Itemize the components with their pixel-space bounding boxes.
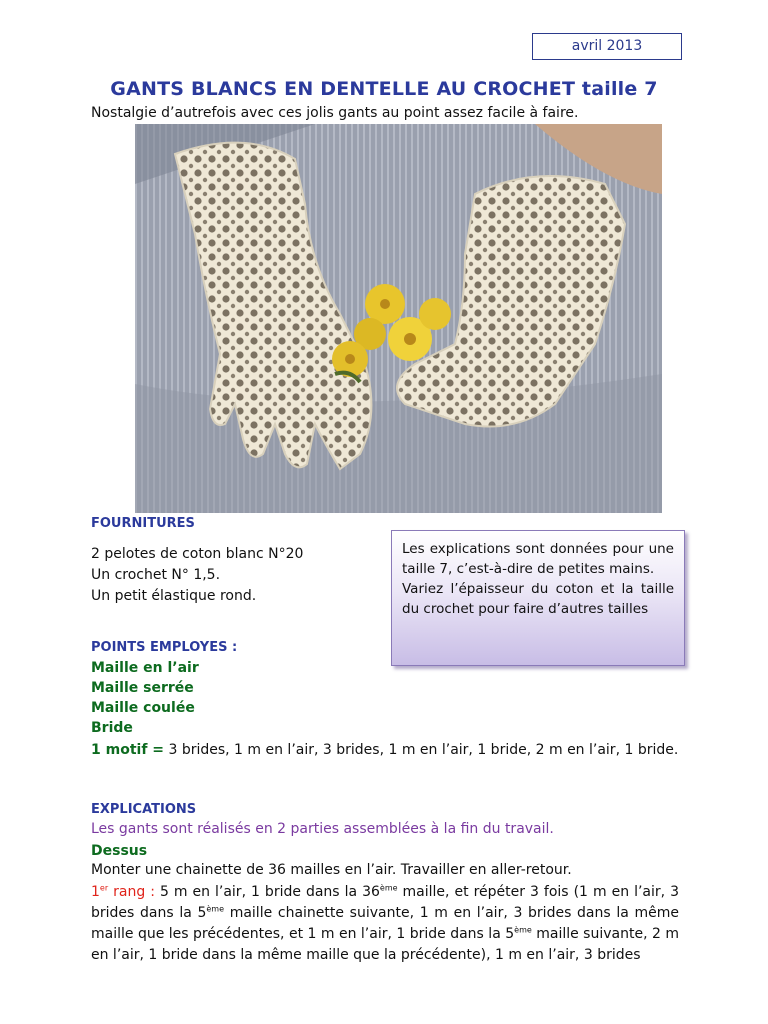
fourniture-item: Un crochet N° 1,5. — [91, 567, 221, 583]
point-item: Maille en l’air — [91, 660, 199, 676]
page-title: GANTS BLANCS EN DENTELLE AU CROCHET taille 7 — [110, 78, 658, 100]
point-item: Maille coulée — [91, 700, 195, 716]
note-line: Les explications sont données pour une taille 7, c’est-à-dire de petites mains. — [402, 541, 674, 577]
points-heading: POINTS EMPLOYES : — [91, 640, 238, 655]
fournitures-heading: FOURNITURES — [91, 516, 195, 531]
fourniture-item: Un petit élastique rond. — [91, 588, 257, 604]
motif-definition — [91, 740, 679, 761]
dessus-heading: Dessus — [91, 843, 148, 859]
rang-1-instructions: 1er rang : 5 m en l’air, 1 bride dans la 36ème maille, et répéter 3 fois (1 m en l’air, 3 brides dans la 5ème maille chainette suivante, 1 m en l’air, 3 brides dans la même maille que les précédentes, et 1 m en l’air, 1 bride dans la 5ème maille suivante, 2 m en l’air, 1 bride dans la même maille que la précédente), 1 m en l’air, 3 brides — [91, 883, 680, 963]
gloves-photo — [135, 124, 662, 513]
date-box: avril 2013 — [532, 33, 682, 60]
rang-label: 1er rang : — [91, 883, 155, 900]
motif-label: 1 motif = — [91, 742, 165, 758]
instruction-line: Monter une chainette de 36 mailles en l’air. Travailler en aller-retour. — [91, 862, 572, 878]
size-note-box — [391, 530, 685, 666]
page-subtitle: Nostalgie d’autrefois avec ces jolis gants au point assez facile à faire. — [91, 105, 579, 121]
fourniture-item: 2 pelotes de coton blanc N°20 — [91, 546, 304, 562]
explications-heading: EXPLICATIONS — [91, 802, 197, 817]
explications-intro: Les gants sont réalisés en 2 parties assemblées à la fin du travail. — [91, 821, 554, 837]
point-item: Maille serrée — [91, 680, 194, 696]
point-item: Bride — [91, 720, 133, 736]
note-line: Variez l’épaisseur du coton et la taille du crochet pour faire d’autres tailles — [402, 581, 674, 617]
motif-text: 3 brides, 1 m en l’air, 3 brides, 1 m en l’air, 1 bride, 2 m en l’air, 1 bride. — [164, 742, 679, 758]
